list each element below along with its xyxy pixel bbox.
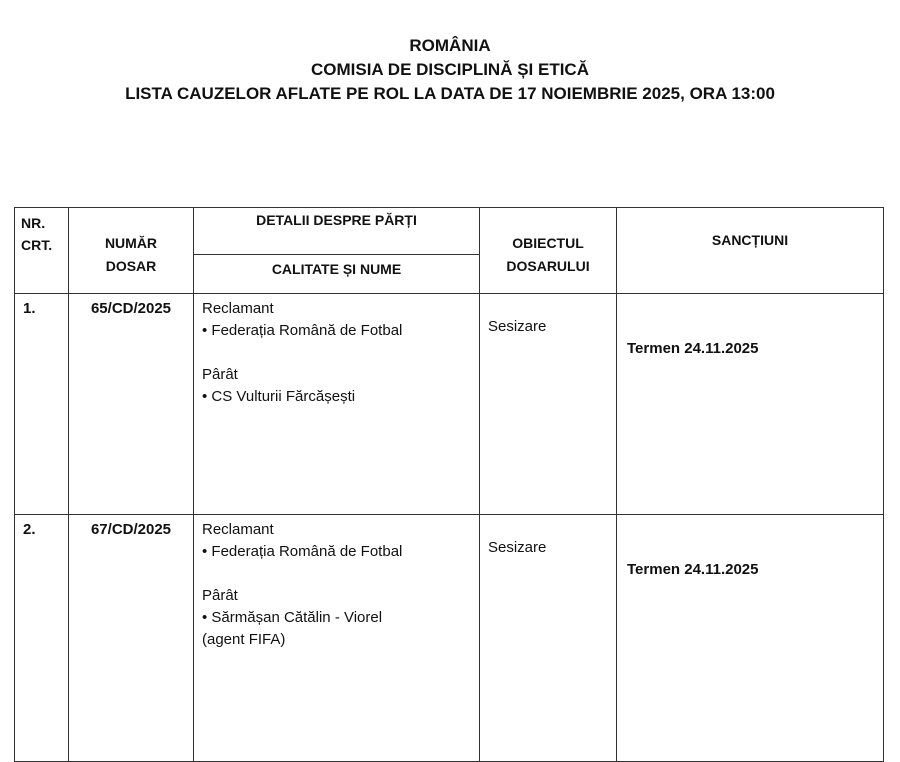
document-header <box>0 34 900 106</box>
reclamant-name: • Federația Română de Fotbal <box>202 541 471 563</box>
reclamant-name: • Federația Română de Fotbal <box>202 320 471 342</box>
header-calitate-nume: CALITATE ȘI NUME <box>194 255 480 294</box>
header-obiect-label: OBIECTUL <box>512 235 584 251</box>
row-nr: 1. <box>15 294 69 515</box>
table-row <box>15 294 884 515</box>
row-obiect: Sesizare <box>480 515 617 762</box>
table-header-row <box>15 208 884 255</box>
parat-name: • Sărmășan Cătălin - Viorel <box>202 607 471 629</box>
row-parti <box>194 294 480 515</box>
parat-label: Pârât <box>202 587 238 604</box>
reclamant-label: Reclamant <box>202 300 274 317</box>
row-nr: 2. <box>15 515 69 762</box>
header-dosar-label: DOSAR <box>105 258 157 274</box>
parat-label: Pârât <box>202 366 238 383</box>
parat-extra: (agent FIFA) <box>202 631 286 648</box>
parat-name: • CS Vulturii Fărcășești <box>202 386 471 408</box>
header-dosarului-label: DOSARULUI <box>506 258 590 274</box>
header-nr-label: NR. <box>21 215 46 231</box>
header-detalii: DETALII DESPRE PĂRȚI <box>194 208 480 255</box>
header-numar-dosar <box>69 208 194 294</box>
header-crt-label: CRT. <box>21 237 53 253</box>
row-parti <box>194 515 480 762</box>
header-sanctiuni: SANCȚIUNI <box>617 208 884 294</box>
reclamant-label: Reclamant <box>202 521 274 538</box>
row-dosar: 67/CD/2025 <box>69 515 194 762</box>
header-list-title: LISTA CAUZELOR AFLATE PE ROL LA DATA DE 17 NOIEMBRIE 2025, ORA 13:00 <box>125 84 775 103</box>
row-sanctiune: Termen 24.11.2025 <box>617 515 884 762</box>
cases-table <box>14 207 884 762</box>
header-country: ROMÂNIA <box>409 36 491 55</box>
header-commission: COMISIA DE DISCIPLINĂ ȘI ETICĂ <box>310 60 589 79</box>
row-obiect: Sesizare <box>480 294 617 515</box>
table-row <box>15 515 884 762</box>
header-nr-crt <box>15 208 69 294</box>
row-sanctiune: Termen 24.11.2025 <box>617 294 884 515</box>
header-obiect <box>480 208 617 294</box>
row-dosar: 65/CD/2025 <box>69 294 194 515</box>
header-numar-label: NUMĂR <box>104 235 158 251</box>
